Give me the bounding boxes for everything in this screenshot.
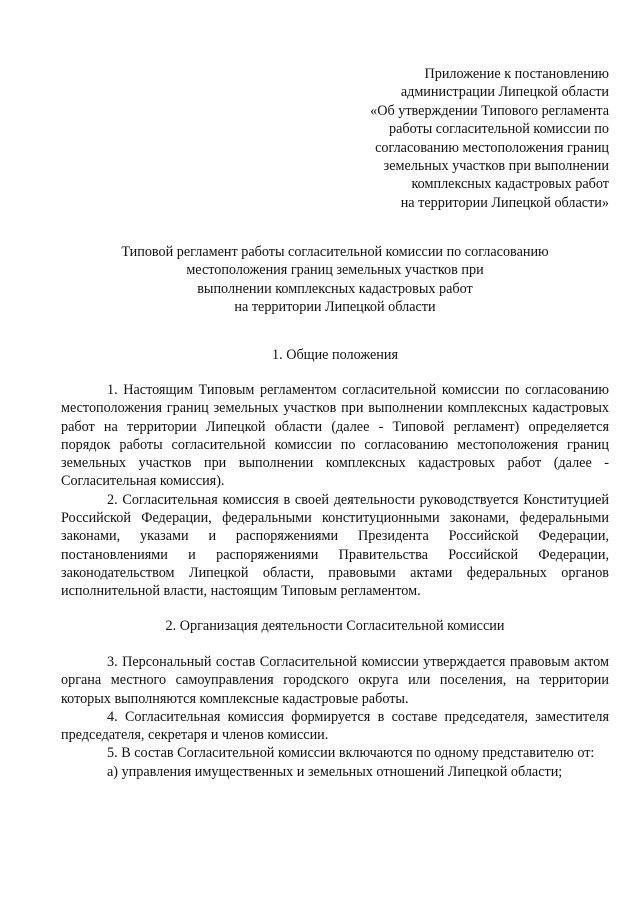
title-line: местоположения границ земельных участков при — [186, 262, 484, 279]
section-heading-general: 1. Общие положения — [272, 347, 398, 363]
document-title — [40, 243, 630, 317]
paragraph: 1. Настоящим Типовым регламентом согласительной комиссии по согласованию местоположения границ земельных участков при выполнении комплексных кадастровых работ на территории Липецкой области (далее - Типовой регламент) определяется порядок работы согласительной комиссии по согласованию местоположения границ земельных участков при выполнении комплексных кадастровых работ (далее - Согласительная комиссия). — [61, 382, 609, 490]
appendix-header — [319, 65, 609, 212]
appendix-line: комплексных кадастровых работ — [411, 176, 609, 193]
appendix-line: работы согласительной комиссии по — [388, 121, 609, 138]
section-body-organization — [61, 653, 609, 781]
paragraph: 5. В состав Согласительной комиссии включаются по одному представителю от: — [107, 745, 595, 762]
appendix-line: администрации Липецкой области — [400, 84, 609, 101]
paragraph: а) управления имущественных и земельных отношений Липецкой области; — [107, 763, 563, 780]
title-line: на территории Липецкой области — [234, 299, 436, 316]
appendix-line: согласованию местоположения границ — [375, 139, 609, 156]
appendix-line: Приложение к постановлению — [424, 66, 609, 82]
appendix-line: «Об утверждении Типового регламента — [370, 102, 609, 119]
paragraph: 3. Персональный состав Согласительной комиссии утверждается правовым актом органа местного самоуправления городского округа или поселения, на территории которых выполняются комплексные кадастровые работы. — [61, 654, 609, 707]
title-line: выполнении комплексных кадастровых работ — [197, 280, 473, 297]
appendix-line: земельных участков при выполнении — [383, 158, 609, 175]
section-heading-organization: 2. Организация деятельности Согласительной комиссии — [165, 618, 505, 634]
paragraph: 4. Согласительная комиссия формируется в составе председателя, заместителя председателя, секретаря и членов комиссии. — [61, 708, 609, 744]
appendix-line: на территории Липецкой области» — [400, 194, 609, 211]
paragraph: 2. Согласительная комиссия в своей деятельности руководствуется Конституцией Российской Федерации, федеральными конституционными законами, федеральными законами, указами и распоряжениями Президента Российской Федерации, постановлениями и распоряжениями Правительства Российской Федерации, законодательством Липецкой области, правовыми актами федеральных органов исполнительной власти, настоящим Типовым регламентом. — [61, 491, 609, 600]
section-body-general — [61, 381, 609, 601]
title-line: Типовой регламент работы согласительной комиссии по согласованию — [121, 244, 549, 260]
